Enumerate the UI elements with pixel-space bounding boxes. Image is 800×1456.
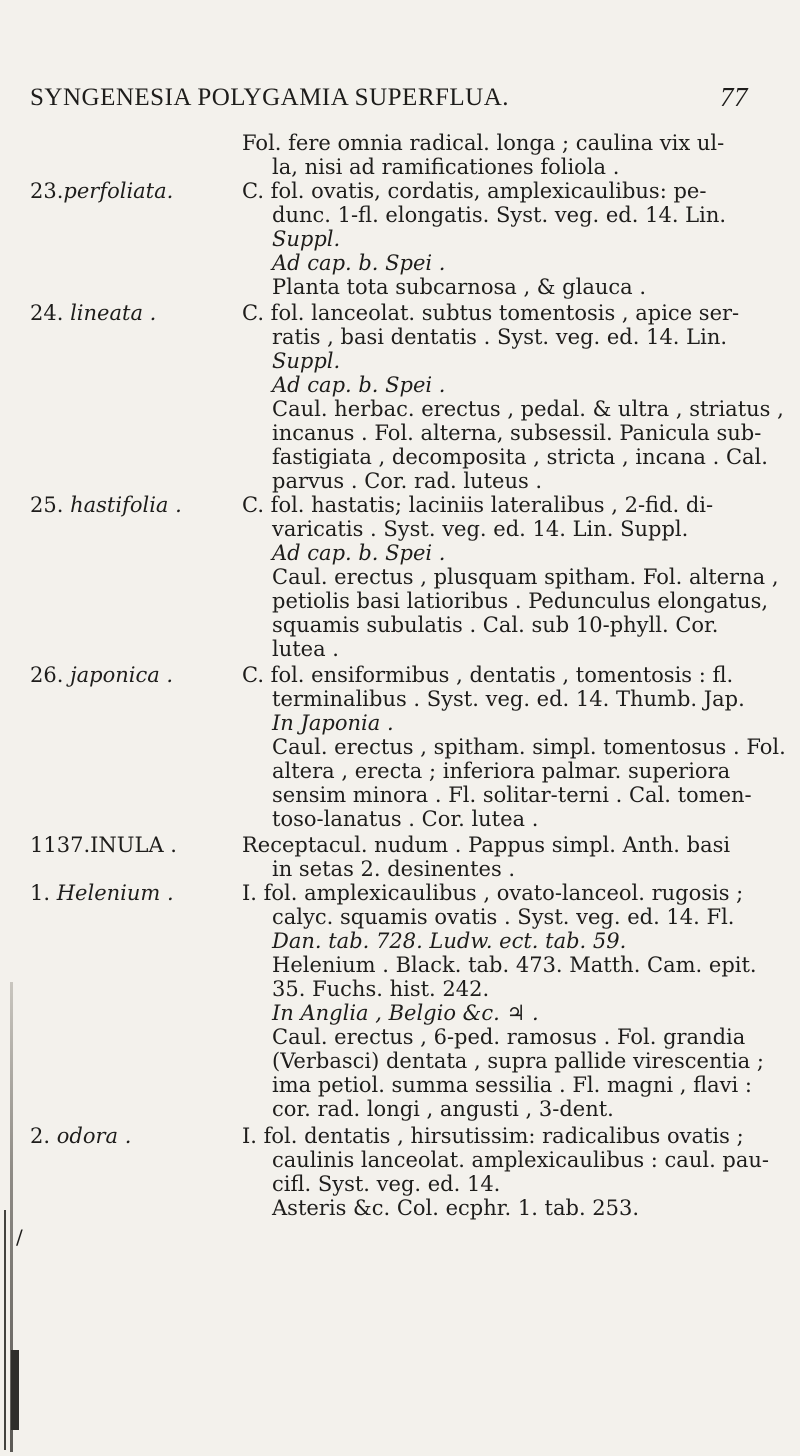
text-line: terminalibus . Syst. veg. ed. 14. Thumb. Jap. xyxy=(272,687,745,711)
binding-edge xyxy=(4,1210,6,1450)
text-line: dunc. 1-fl. elongatis. Syst. veg. ed. 14. Lin. xyxy=(272,203,727,227)
text-line: Asteris &c. Col. ecphr. 1. tab. 253. xyxy=(272,1196,640,1220)
species-label xyxy=(30,881,174,905)
genus-number: 1137. xyxy=(30,833,91,857)
text-line: fastigiata , decomposita , stricta , incana . Cal. xyxy=(272,445,768,469)
text-line: Caul. herbac. erectus , pedal. & ultra , striatus , xyxy=(272,397,784,421)
text-line: caulinis lanceolat. amplexicaulibus : caul. pau- xyxy=(272,1148,769,1172)
species-label xyxy=(30,1124,131,1148)
text-line: C. fol. lanceolat. subtus tomentosis , apice ser- xyxy=(242,301,740,325)
text-line: In Japonia . xyxy=(272,711,394,735)
text-line: Ad cap. b. Spei . xyxy=(272,251,446,275)
page-number: 77 xyxy=(720,82,748,112)
text-line: varicatis . Syst. veg. ed. 14. Lin. Suppl. xyxy=(272,517,689,541)
text-line: Dan. tab. 728. Ludw. ect. tab. 59. xyxy=(272,929,627,953)
text-line: Ad cap. b. Spei . xyxy=(272,541,446,565)
text-line: Suppl. xyxy=(272,227,341,251)
text-line: altera , erecta ; inferiora palmar. superiora xyxy=(272,759,731,783)
species-name: lineata . xyxy=(70,301,157,325)
genus-label xyxy=(30,833,177,857)
running-title: SYNGENESIA POLYGAMIA SUPERFLUA. xyxy=(30,84,510,111)
text-line: in setas 2. desinentes . xyxy=(272,857,516,881)
text-line: calyc. squamis ovatis . Syst. veg. ed. 14. Fl. xyxy=(272,905,735,929)
species-name: hastifolia . xyxy=(70,493,182,517)
text-line: petiolis basi latioribus . Pedunculus elongatus, xyxy=(272,589,769,613)
text-line: C. fol. ensiformibus , dentatis , tomentosis : fl. xyxy=(242,663,734,687)
text-line: toso-lanatus . Cor. lutea . xyxy=(272,807,539,831)
species-label xyxy=(30,663,173,687)
text-line: lutea . xyxy=(272,637,339,661)
species-name: perfoliata. xyxy=(63,179,174,203)
species-name: odora . xyxy=(56,1124,132,1148)
species-label xyxy=(30,301,156,325)
text-line: (Verbasci) dentata , supra pallide virescentia ; xyxy=(272,1049,764,1073)
pencil-mark: / xyxy=(16,1225,23,1249)
species-name: japonica . xyxy=(70,663,174,687)
species-number: 23. xyxy=(30,179,64,203)
text-line: I. fol. amplexicaulibus , ovato-lanceol. rugosis ; xyxy=(242,881,744,905)
text-line: Receptacul. nudum . Pappus simpl. Anth. basi xyxy=(242,833,731,857)
species-number: 25. xyxy=(30,493,64,517)
text-line: Caul. erectus , plusquam spitham. Fol. alterna , xyxy=(272,565,779,589)
text-line: la, nisi ad ramificationes foliola . xyxy=(272,155,620,179)
binding-mark xyxy=(11,1350,19,1430)
text-line: squamis subulatis . Cal. sub 10-phyll. Cor. xyxy=(272,613,719,637)
species-number: 24. xyxy=(30,301,64,325)
text-line: cor. rad. longi , angusti , 3-dent. xyxy=(272,1097,614,1121)
text-line: incanus . Fol. alterna, subsessil. Panicula sub- xyxy=(272,421,762,445)
text-line: C. fol. hastatis; laciniis lateralibus , 2-fid. di- xyxy=(242,493,714,517)
text-line: I. fol. dentatis , hirsutissim: radicalibus ovatis ; xyxy=(242,1124,744,1148)
text-line: In Anglia , Belgio &c. ♃ . xyxy=(272,1001,539,1025)
text-line: Suppl. xyxy=(272,349,341,373)
text-line: Helenium . Black. tab. 473. Matth. Cam. epit. xyxy=(272,953,757,977)
text-line: 35. Fuchs. hist. 242. xyxy=(272,977,490,1001)
species-number: 1. xyxy=(30,881,51,905)
text-line: C. fol. ovatis, cordatis, amplexicaulibus: pe- xyxy=(242,179,707,203)
text-line: Ad cap. b. Spei . xyxy=(272,373,446,397)
text-line: cifl. Syst. veg. ed. 14. xyxy=(272,1172,501,1196)
species-number: 2. xyxy=(30,1124,51,1148)
text-line: Caul. erectus , spitham. simpl. tomentosus . Fol. xyxy=(272,735,786,759)
text-line: Fol. fere omnia radical. longa ; caulina vix ul- xyxy=(242,131,725,155)
text-line: sensim minora . Fl. solitar-terni . Cal. tomen- xyxy=(272,783,752,807)
text-line: ratis , basi dentatis . Syst. veg. ed. 14. Lin. xyxy=(272,325,728,349)
genus-name: INULA . xyxy=(90,833,177,857)
text-line: parvus . Cor. rad. luteus . xyxy=(272,469,543,493)
text-line: ima petiol. summa sessilia . Fl. magni , flavi : xyxy=(272,1073,752,1097)
species-number: 26. xyxy=(30,663,64,687)
text-line: Planta tota subcarnosa , & glauca . xyxy=(272,275,647,299)
species-label xyxy=(30,493,182,517)
species-name: Helenium . xyxy=(56,881,174,905)
text-line: Caul. erectus , 6-ped. ramosus . Fol. grandia xyxy=(272,1025,746,1049)
species-label xyxy=(30,179,173,203)
